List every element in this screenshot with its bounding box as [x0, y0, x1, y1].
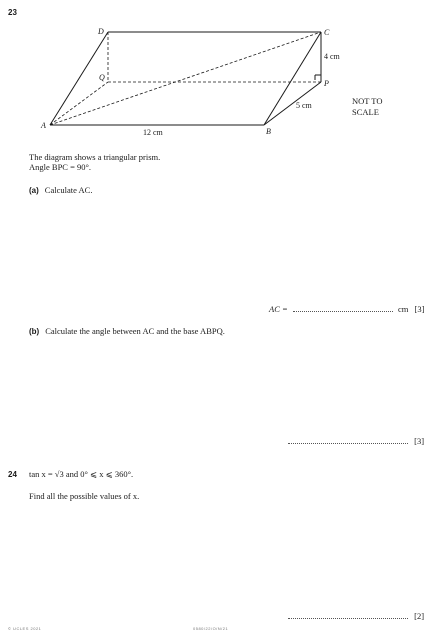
question-number-23: 23: [8, 8, 17, 17]
answer-a-field[interactable]: [293, 305, 393, 312]
not-to-scale-note: [352, 96, 382, 118]
part-b-text: Calculate the angle between AC and the base ABPQ.: [45, 326, 225, 336]
part-a: [29, 185, 92, 195]
hidden-edge-aq: [50, 82, 108, 125]
marks-a: [3]: [414, 304, 425, 314]
label-d: D: [98, 27, 104, 36]
marks-24: [2]: [414, 611, 425, 621]
footer-paper-code: 0580/22/O/N/21: [193, 626, 229, 631]
footer-copyright: © UCLES 2021: [8, 626, 42, 631]
label-a: A: [41, 121, 46, 130]
edge-bc: [264, 32, 321, 125]
label-p: P: [324, 79, 329, 88]
part-a-text: Calculate AC.: [44, 185, 93, 195]
question-intro: [29, 152, 160, 172]
part-a-label: (a): [29, 186, 39, 195]
part-b-label: (b): [29, 327, 40, 336]
dimension-cp: 4 cm: [324, 52, 340, 61]
question-number-24: 24: [8, 470, 17, 479]
intro-line-1: The diagram shows a triangular prism.: [29, 152, 161, 162]
intro-line-2: Angle BPC = 90°.: [29, 162, 92, 172]
answer-a-prefix: AC =: [269, 304, 288, 314]
question-24-instruction: Find all the possible values of x.: [29, 491, 140, 501]
label-c: C: [324, 28, 330, 37]
prism-diagram: [38, 26, 398, 141]
part-b: [29, 326, 225, 336]
edge-bp: [264, 82, 321, 125]
question-24-equation: tan x = √3 and 0° ⩽ x ⩽ 360°.: [29, 469, 134, 479]
label-b: B: [266, 127, 271, 136]
marks-b: [3]: [414, 436, 425, 446]
answer-line-b: [288, 436, 424, 446]
answer-line-a: [269, 304, 424, 314]
answer-b-field[interactable]: [288, 437, 408, 444]
dimension-bp: 5 cm: [296, 101, 312, 110]
label-q: Q: [99, 73, 105, 82]
scale-line-2: SCALE: [352, 107, 379, 117]
scale-line-1: NOT TO: [352, 96, 383, 106]
hidden-diagonal-ac: [50, 32, 321, 125]
answer-a-unit: cm: [397, 304, 409, 314]
dimension-ab: 12 cm: [143, 128, 163, 137]
answer-24-field[interactable]: [288, 612, 408, 619]
answer-line-24: [288, 611, 424, 621]
